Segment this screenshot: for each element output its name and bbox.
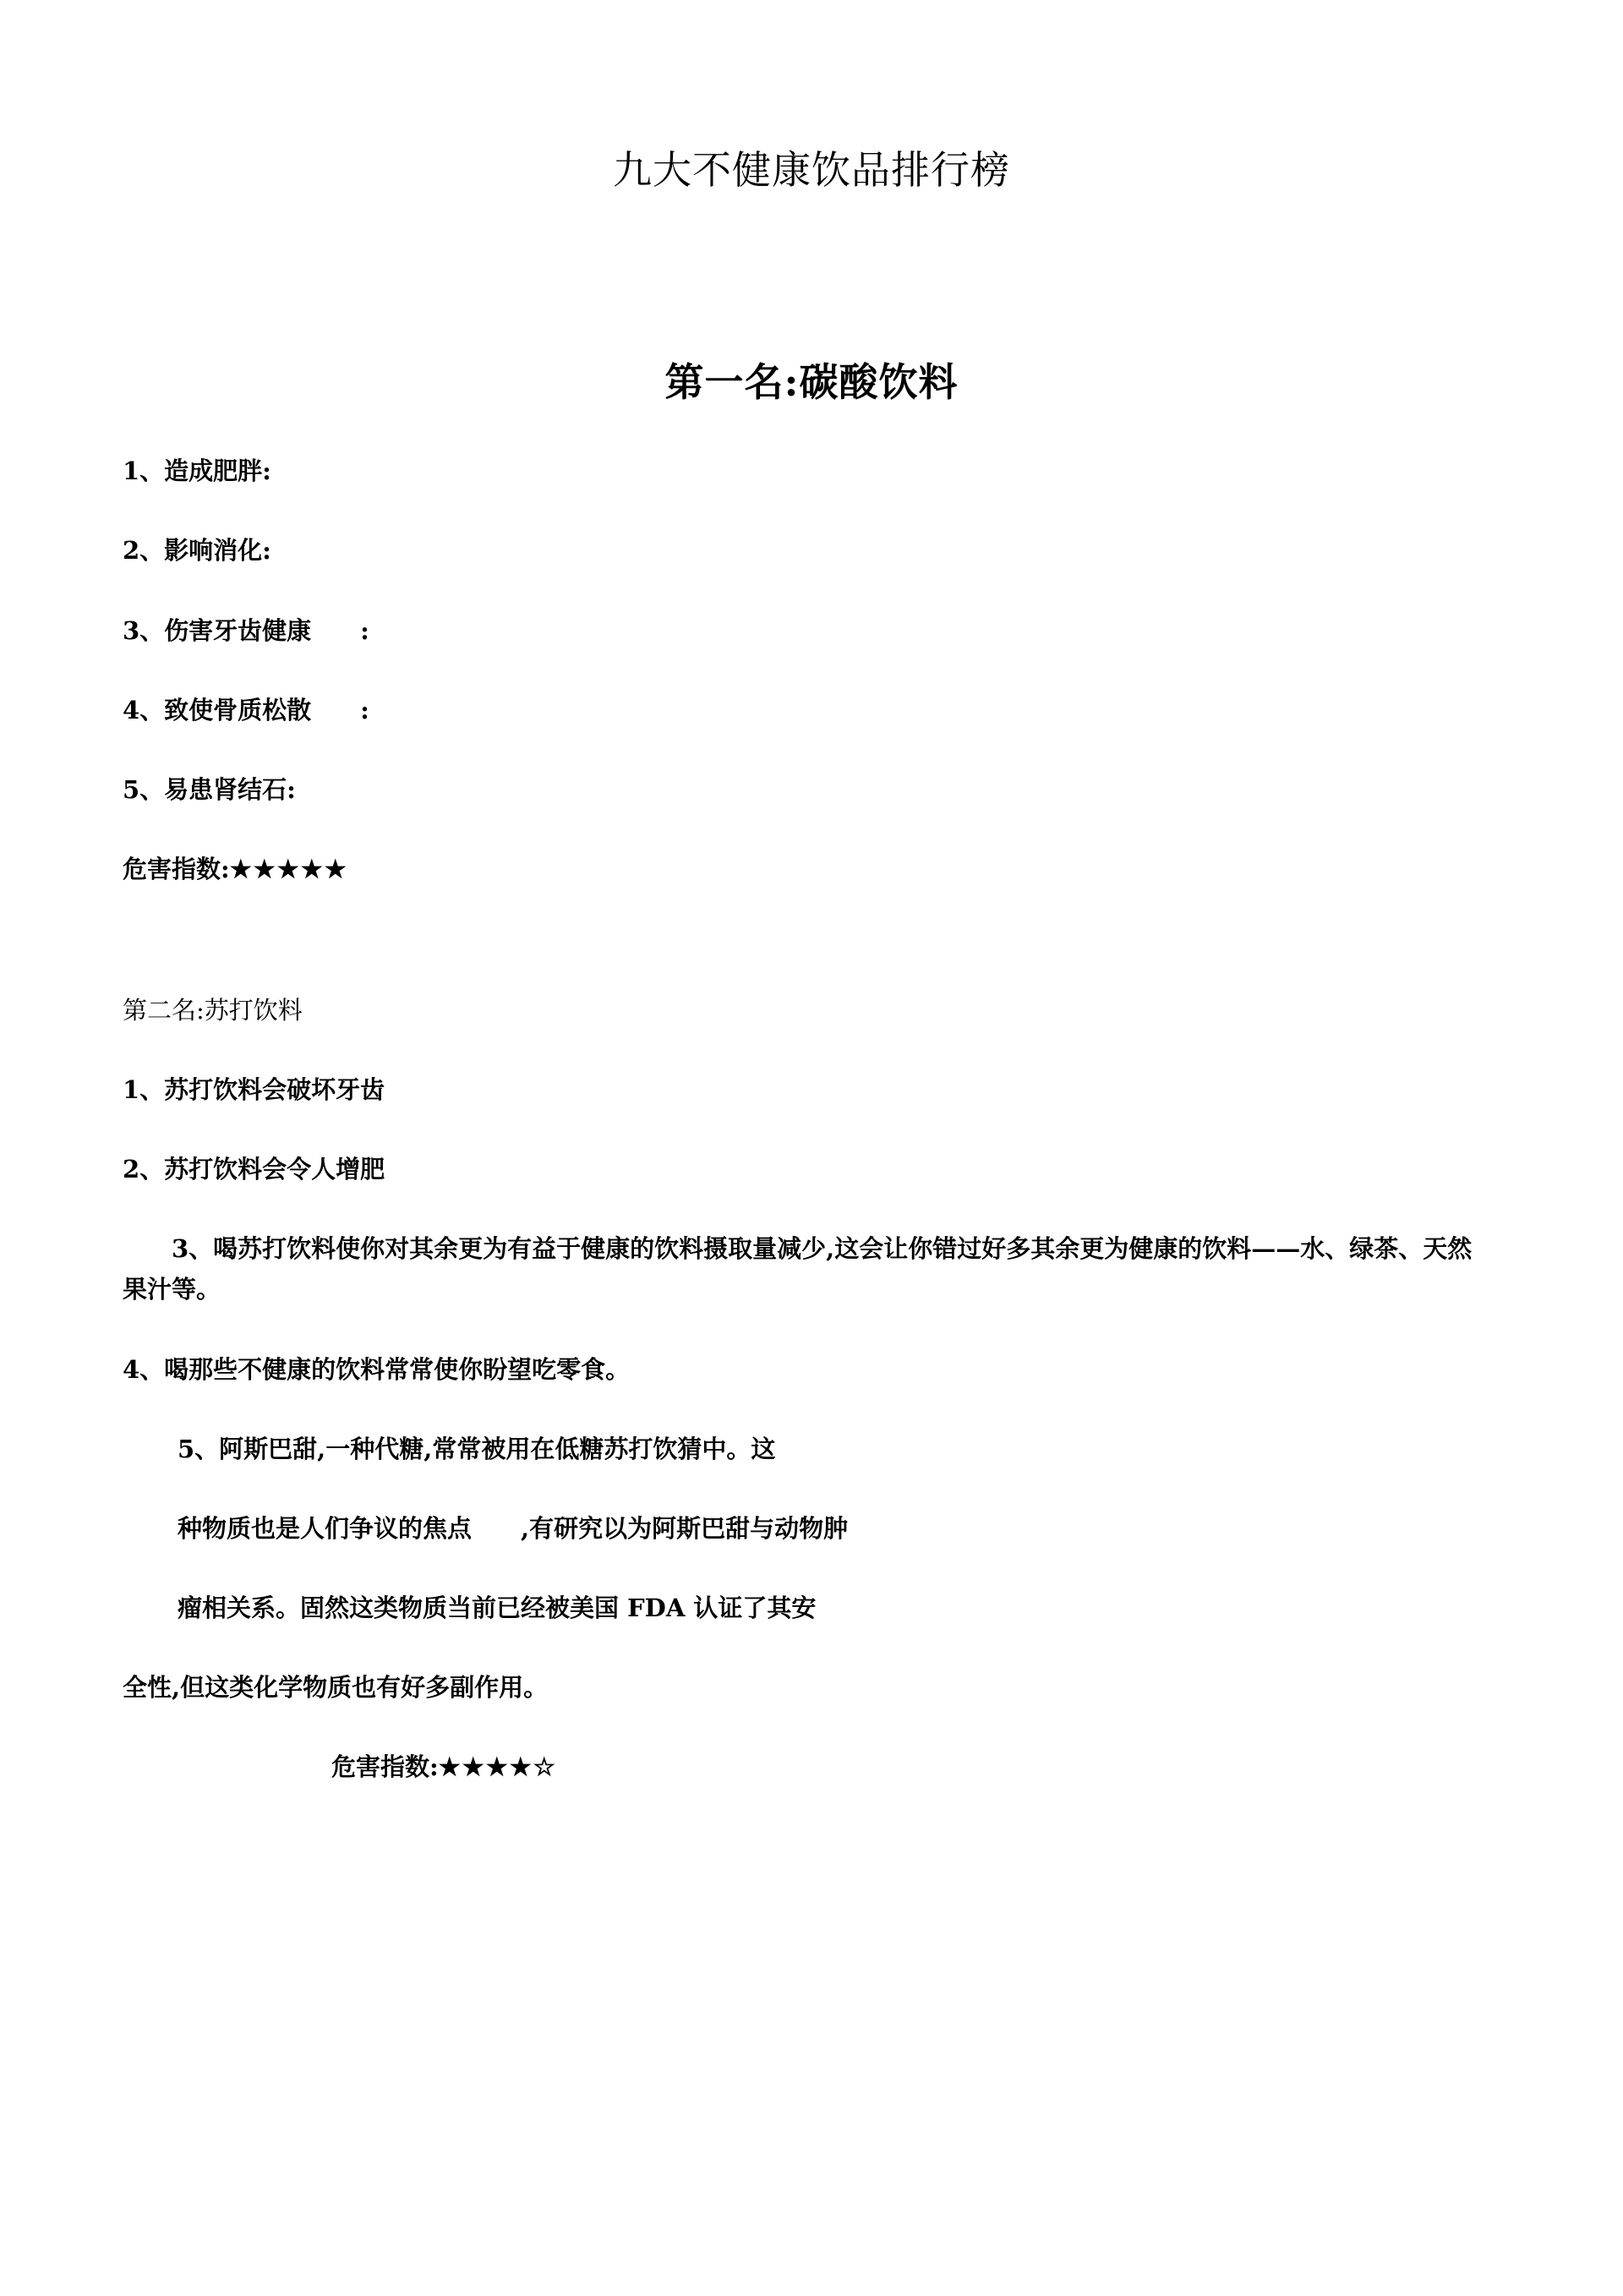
section1-item-2: 2、影响消化: (123, 536, 271, 565)
section2-harm-index (331, 1750, 557, 1784)
section1-item-1: 1、造成肥胖: (123, 456, 271, 485)
section1-item-3: 3、伤害牙齿健康 : (123, 616, 369, 645)
document-title: 九大不健康饮品排行榜 (613, 147, 1010, 193)
section1-item-4: 4、致使骨质松散 : (123, 696, 369, 724)
section1-heading: 第一名:碳酸饮料 (664, 359, 959, 405)
section2-item-1: 1、苏打饮料会破坏牙齿 (123, 1075, 385, 1104)
section2-item-5-line-1: 5、阿斯巴甜,一种代糖,常常被用在低糖苏打饮猜中。这 (178, 1435, 776, 1463)
harm-index-label: 危害指数: (331, 1752, 439, 1781)
section2-item-4: 4、喝那些不健康的饮料常常使你盼望吃零食。 (123, 1355, 631, 1384)
section1-item-5: 5、易患肾结石: (123, 775, 296, 804)
section2-item-5-line-4: 全性,但这类化学物质也有好多副作用。 (123, 1673, 549, 1702)
harm-stars: ★★★★★ (229, 855, 348, 883)
section2-item-2: 2、苏打饮料会令人增肥 (123, 1155, 385, 1184)
section2-item-5-line-3: 瘤相关系。固然这类物质当前已经被美国 FDA 认证了其安 (178, 1594, 817, 1622)
section2-item-5-line-2: 种物质也是人们争议的焦点 ,有研究以为阿斯巴甜与动物肿 (178, 1514, 849, 1543)
section2-heading: 第二名:苏打饮料 (123, 996, 303, 1025)
harm-stars: ★★★★☆ (438, 1752, 557, 1781)
section2-item-3: 3、喝苏打饮料使你对其余更为有益于健康的饮料摄取量减少,这会让你错过好多其余更为健康的饮料——水、绿茶、天然果汁等。 (123, 1234, 1473, 1304)
harm-index-label: 危害指数: (123, 855, 230, 883)
section1-harm-index (123, 852, 348, 886)
